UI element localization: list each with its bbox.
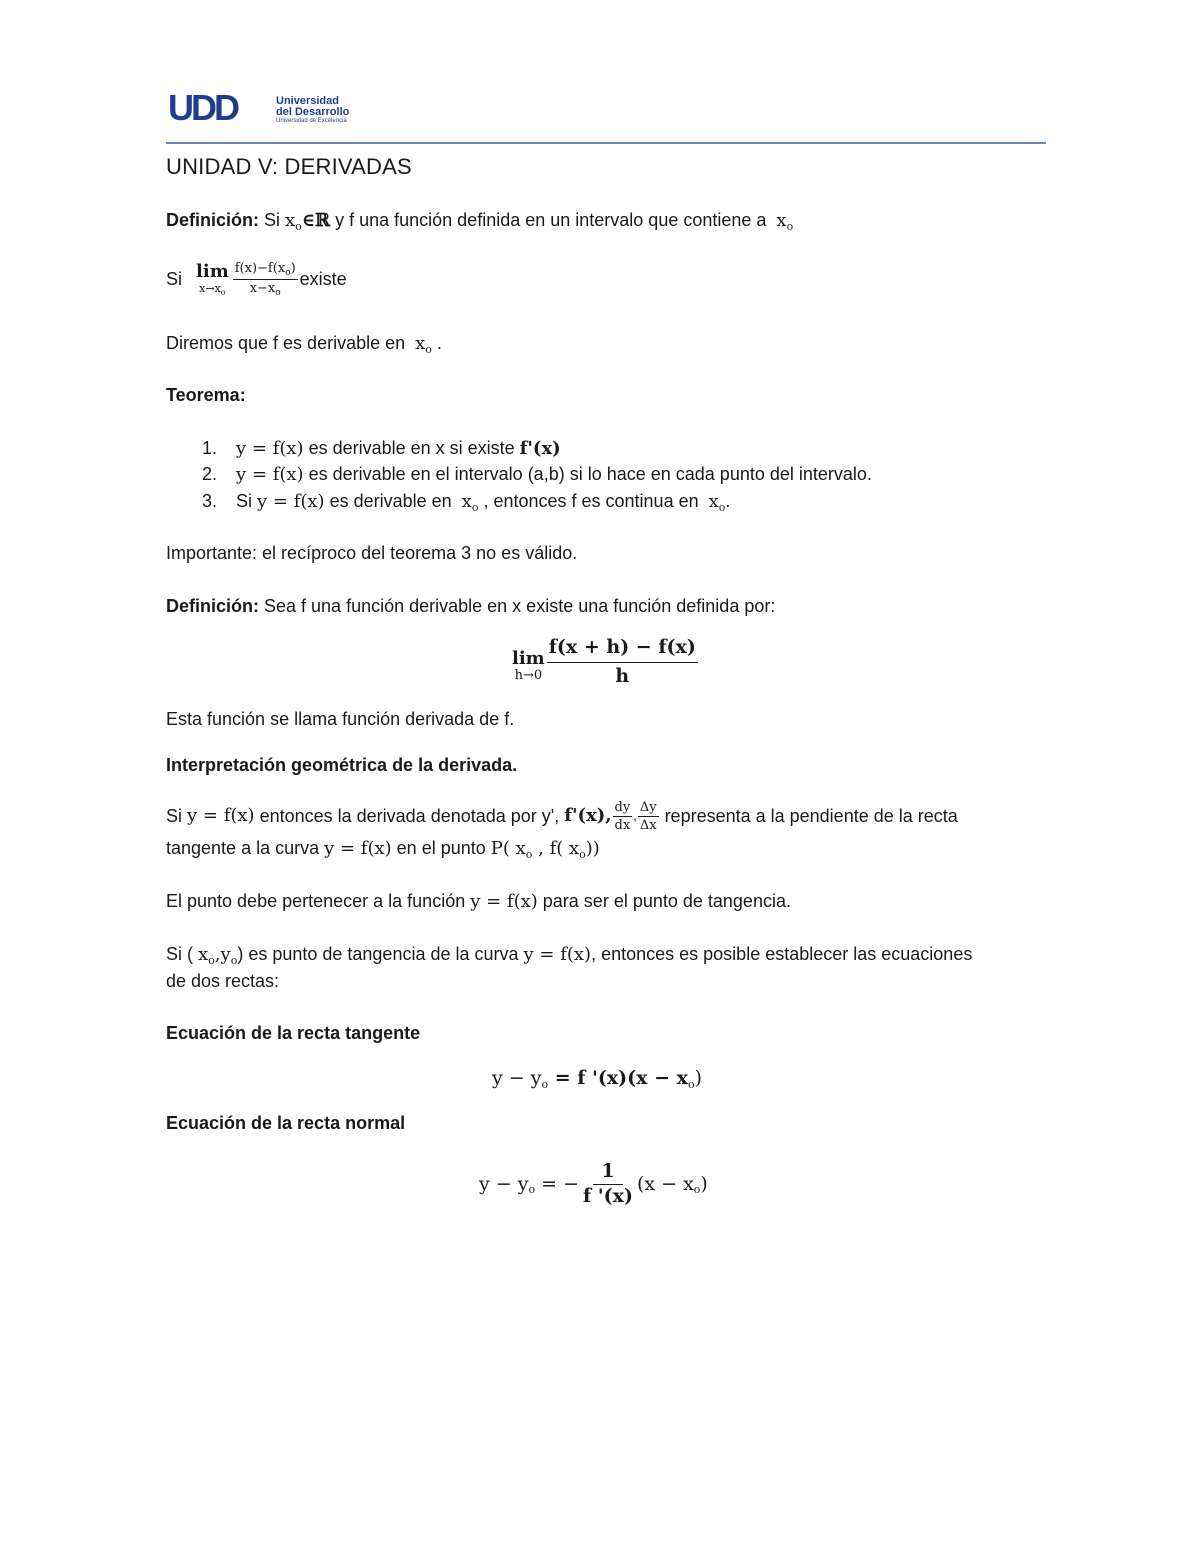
math-y-eq-fx: y = f(x) xyxy=(523,944,592,965)
math-y-eq-fx: y = f(x) xyxy=(236,464,304,485)
item-text: es derivable en xyxy=(324,491,462,511)
text: ) es punto de tangencia de la curva xyxy=(237,944,524,964)
definition-1-label: Definición: xyxy=(166,210,259,230)
comma: , xyxy=(214,944,221,965)
teorema-item-3 xyxy=(202,490,730,515)
eq-rhs: = f '(x)(x − x xyxy=(548,1067,688,1089)
lim-word: lim xyxy=(512,647,545,669)
subscript-o: o xyxy=(230,954,238,967)
tangencia-line-2: de dos rectas: xyxy=(166,971,280,991)
eq-lhs: y − y xyxy=(492,1067,542,1089)
limit-1 xyxy=(166,256,347,302)
definition-1-text-b: y f una función definida en un intervalo que contiene a xyxy=(330,210,777,230)
limit-operator xyxy=(196,262,229,297)
fraction-numerator: f(x + h) − f(x) xyxy=(547,634,698,663)
text: en el punto xyxy=(391,838,491,858)
fraction-numerator xyxy=(233,260,298,280)
list-number: 2. xyxy=(202,464,218,484)
udd-logo-line3: Universidad de Excelencia xyxy=(276,118,347,124)
subscript-o: o xyxy=(220,287,226,297)
lim-word: lim xyxy=(196,260,229,282)
subscript-o: o xyxy=(687,1078,695,1091)
x-var: x xyxy=(285,210,296,231)
item-text: es derivable en el intervalo (a,b) si lo hace en cada punto del intervalo. xyxy=(303,464,872,484)
fraction-denominator xyxy=(248,280,283,299)
point-p: P( x xyxy=(490,838,526,859)
limit-si: Si xyxy=(166,269,183,289)
y-var: y xyxy=(220,944,231,965)
comma: , xyxy=(633,808,637,823)
x-var: x xyxy=(198,944,209,965)
text: El punto debe pertenecer a la función xyxy=(166,891,471,911)
item-pre: Si xyxy=(236,491,258,511)
x-var: x xyxy=(461,491,472,512)
item-end: . xyxy=(725,491,731,511)
numerator-end: ) xyxy=(290,260,296,276)
text: tangente a la curva xyxy=(166,838,325,858)
math-y-eq-fx: y = f(x) xyxy=(236,438,304,459)
tangente-heading: Ecuación de la recta tangente xyxy=(166,1023,421,1043)
lim-under: h→0 xyxy=(514,667,543,683)
lim-under-text: x→x xyxy=(199,281,221,295)
subscript-o: o xyxy=(275,287,281,298)
dy-dx-fraction xyxy=(613,799,633,834)
normal-equation xyxy=(479,1160,708,1207)
esta-funcion-line: Esta función se llama función derivada de f. xyxy=(166,709,515,729)
lim-under xyxy=(199,282,225,297)
text: representa a la pendiente de la recta xyxy=(659,806,958,826)
list-number: 3. xyxy=(202,491,218,511)
eq-end: ) xyxy=(694,1067,702,1089)
math-y-eq-fx: y = f(x) xyxy=(470,891,538,912)
point-p-end: )) xyxy=(585,838,600,859)
subscript-o: o xyxy=(718,501,726,514)
fraction-numerator: Δy xyxy=(639,799,657,815)
eq-rhs: (x − x xyxy=(636,1172,694,1195)
definition-2-text: Sea f una función derivable en x existe una función definida por: xyxy=(259,596,776,616)
fraction-denominator: h xyxy=(615,665,630,687)
fraction-numerator: 1 xyxy=(593,1160,622,1185)
diremos-text: Diremos que f es derivable en xyxy=(166,333,416,353)
importante-note: Importante: el recíproco del teorema 3 no es válido. xyxy=(166,543,578,563)
udd-logo xyxy=(168,87,378,128)
subscript-o: o xyxy=(285,267,291,278)
udd-logo-mark: UDD xyxy=(168,87,237,128)
math-y-eq-fx: y = f(x) xyxy=(324,838,392,859)
subscript-o: o xyxy=(425,343,432,356)
eq-lhs: y − y xyxy=(479,1172,529,1195)
text: entonces la derivada denotada por y', xyxy=(254,806,565,826)
point-p-mid: , f( x xyxy=(532,838,580,859)
udd-logo-line2: del Desarrollo xyxy=(276,106,350,118)
normal-fraction xyxy=(581,1160,635,1207)
math-fprime: f'(x) xyxy=(519,438,561,459)
text: , entonces es posible establecer las ecuaciones xyxy=(591,944,973,964)
item-text-2: , entonces f es continua en xyxy=(478,491,709,511)
teorema-item-1 xyxy=(202,437,561,460)
limit-existe: existe xyxy=(299,269,347,289)
delta-fraction xyxy=(638,799,659,834)
numerator-text: f(x)−f(x xyxy=(234,260,286,276)
limit-fraction xyxy=(233,260,298,299)
math-fprime: f'(x), xyxy=(564,805,612,826)
denominator-text: x−x xyxy=(249,280,276,296)
limit-operator xyxy=(512,649,545,683)
subscript-o: o xyxy=(525,848,533,861)
fraction-numerator: dy xyxy=(614,799,631,815)
definition-1-text-a: Si xyxy=(259,210,286,230)
teorema-heading: Teorema: xyxy=(166,385,246,405)
subscript-o: o xyxy=(541,1078,549,1091)
definition-1 xyxy=(166,209,793,234)
x-var: x xyxy=(415,333,426,354)
diremos-end: . xyxy=(431,333,442,353)
fraction-denominator: f '(x) xyxy=(583,1185,633,1207)
page-title: UNIDAD V: DERIVADAS xyxy=(166,154,412,179)
text: Si ( xyxy=(166,944,199,964)
interpretacion-line-1 xyxy=(166,796,958,836)
normal-heading: Ecuación de la recta normal xyxy=(166,1113,406,1133)
derivative-limit xyxy=(512,634,698,689)
header-rule xyxy=(166,142,1046,144)
derivative-fraction xyxy=(547,634,698,689)
math-y-eq-fx: y = f(x) xyxy=(187,805,255,826)
list-number: 1. xyxy=(202,438,218,458)
x-var: x xyxy=(776,210,787,231)
fraction-denominator: dx xyxy=(614,817,631,833)
subscript-o: o xyxy=(693,1182,701,1196)
x-var: x xyxy=(708,491,719,512)
fraction-denominator: Δx xyxy=(639,817,657,833)
item-text: es derivable en x si existe xyxy=(303,438,520,458)
eq-end: ) xyxy=(700,1172,708,1195)
tangente-equation xyxy=(492,1067,702,1092)
definition-2 xyxy=(166,595,775,617)
udd-logo-line1: Universidad xyxy=(276,95,339,107)
subscript-o: o xyxy=(208,954,215,967)
tangencia-line-1 xyxy=(166,943,972,968)
text: para ser el punto de tangencia. xyxy=(537,891,791,911)
punto-line xyxy=(166,890,791,913)
in-reals-symbol: ∈ℝ xyxy=(301,210,331,231)
subscript-o: o xyxy=(295,220,302,233)
text: Si xyxy=(166,806,188,826)
subscript-o: o xyxy=(528,1182,536,1196)
math-y-eq-fx: y = f(x) xyxy=(257,491,325,512)
teorema-item-2 xyxy=(202,463,872,486)
subscript-o: o xyxy=(786,220,794,233)
interpretacion-heading: Interpretación geométrica de la derivada. xyxy=(166,755,518,775)
diremos-line xyxy=(166,332,442,357)
eq-equals: = − xyxy=(535,1172,580,1195)
subscript-o: o xyxy=(471,501,479,514)
interpretacion-line-2 xyxy=(166,837,600,862)
definition-2-label: Definición: xyxy=(166,596,259,616)
subscript-o: o xyxy=(579,848,586,861)
